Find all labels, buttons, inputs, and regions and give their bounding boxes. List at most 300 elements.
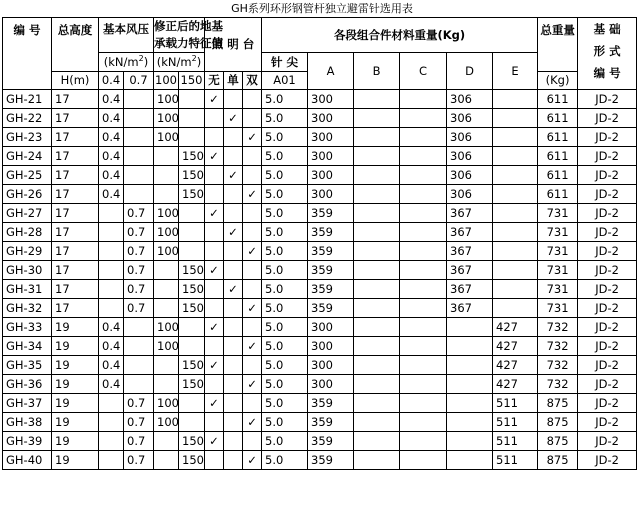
cell-part-e xyxy=(493,280,538,299)
cell-part-c xyxy=(400,261,447,280)
cell-total: 731 xyxy=(538,299,578,318)
cell-wind-07 xyxy=(124,337,154,356)
cell-code: GH-39 xyxy=(3,432,52,451)
cell-base: JD-2 xyxy=(578,451,637,470)
cell-wind-04 xyxy=(99,280,124,299)
cell-part-e xyxy=(493,128,538,147)
cell-wind-07 xyxy=(124,147,154,166)
header-wind-07: 0.7 xyxy=(124,72,154,90)
cell-wind-04: 0.4 xyxy=(99,109,124,128)
cell-tip: 5.0 xyxy=(262,128,308,147)
cell-part-d: 306 xyxy=(447,147,493,166)
cell-wind-04 xyxy=(99,413,124,432)
cell-code: GH-23 xyxy=(3,128,52,147)
cell-soil-100: 100 xyxy=(154,128,179,147)
cell-light-none: ✓ xyxy=(205,318,224,337)
cell-soil-100: 100 xyxy=(154,223,179,242)
cell-wind-04: 0.4 xyxy=(99,147,124,166)
cell-soil-150 xyxy=(179,128,205,147)
header-wind: 基本风压 xyxy=(99,18,154,53)
cell-light-none: ✓ xyxy=(205,432,224,451)
cell-soil-150 xyxy=(179,242,205,261)
cell-part-c xyxy=(400,147,447,166)
cell-light-single xyxy=(224,128,243,147)
cell-soil-150: 150 xyxy=(179,185,205,204)
cell-part-d: 367 xyxy=(447,280,493,299)
cell-soil-150: 150 xyxy=(179,280,205,299)
cell-part-b xyxy=(354,375,400,394)
cell-total: 731 xyxy=(538,204,578,223)
cell-total: 731 xyxy=(538,242,578,261)
cell-total: 732 xyxy=(538,356,578,375)
cell-base: JD-2 xyxy=(578,204,637,223)
cell-code: GH-24 xyxy=(3,147,52,166)
cell-part-d: 306 xyxy=(447,90,493,109)
table-row xyxy=(3,280,637,299)
cell-part-a: 359 xyxy=(308,261,354,280)
cell-light-double: ✓ xyxy=(243,413,262,432)
cell-soil-100 xyxy=(154,375,179,394)
header-part-d: D xyxy=(447,53,493,90)
cell-soil-150 xyxy=(179,109,205,128)
table-row xyxy=(3,375,637,394)
cell-code: GH-29 xyxy=(3,242,52,261)
cell-light-double xyxy=(243,318,262,337)
cell-soil-100: 100 xyxy=(154,204,179,223)
header-part-b: B xyxy=(354,53,400,90)
cell-part-e: 427 xyxy=(493,318,538,337)
cell-part-e: 427 xyxy=(493,356,538,375)
cell-part-a: 300 xyxy=(308,375,354,394)
cell-part-c xyxy=(400,432,447,451)
cell-part-e xyxy=(493,185,538,204)
cell-light-none xyxy=(205,128,224,147)
cell-soil-100 xyxy=(154,356,179,375)
cell-part-c xyxy=(400,185,447,204)
cell-light-single: ✓ xyxy=(224,223,243,242)
cell-base: JD-2 xyxy=(578,318,637,337)
cell-soil-100: 100 xyxy=(154,413,179,432)
cell-part-d xyxy=(447,394,493,413)
cell-part-a: 300 xyxy=(308,185,354,204)
cell-wind-07: 0.7 xyxy=(124,204,154,223)
cell-part-d: 367 xyxy=(447,299,493,318)
cell-light-double xyxy=(243,147,262,166)
cell-wind-07: 0.7 xyxy=(124,413,154,432)
cell-wind-04: 0.4 xyxy=(99,90,124,109)
cell-light-double xyxy=(243,280,262,299)
header-part-a: A xyxy=(308,53,354,90)
cell-part-b xyxy=(354,147,400,166)
cell-light-none xyxy=(205,375,224,394)
cell-part-a: 359 xyxy=(308,451,354,470)
cell-tip: 5.0 xyxy=(262,166,308,185)
header-parts: 各段组合件材料重量(Kg) xyxy=(262,18,538,53)
cell-light-single xyxy=(224,337,243,356)
cell-light-double xyxy=(243,90,262,109)
cell-wind-07: 0.7 xyxy=(124,261,154,280)
cell-wind-07: 0.7 xyxy=(124,280,154,299)
header-soil-100: 100 xyxy=(154,72,179,90)
cell-part-d xyxy=(447,356,493,375)
cell-height: 19 xyxy=(52,451,99,470)
cell-total: 611 xyxy=(538,147,578,166)
cell-light-double xyxy=(243,261,262,280)
table-row xyxy=(3,185,637,204)
cell-part-c xyxy=(400,413,447,432)
cell-code: GH-28 xyxy=(3,223,52,242)
cell-tip: 5.0 xyxy=(262,432,308,451)
cell-part-b xyxy=(354,261,400,280)
cell-part-e xyxy=(493,147,538,166)
cell-part-c xyxy=(400,223,447,242)
cell-light-none: ✓ xyxy=(205,261,224,280)
cell-code: GH-25 xyxy=(3,166,52,185)
header-part-c: C xyxy=(400,53,447,90)
header-base: 基 础 形 式 编 号 xyxy=(578,18,637,90)
cell-height: 17 xyxy=(52,109,99,128)
cell-soil-100 xyxy=(154,147,179,166)
cell-part-e: 511 xyxy=(493,413,538,432)
cell-tip: 5.0 xyxy=(262,204,308,223)
cell-soil-150: 150 xyxy=(179,432,205,451)
cell-tip: 5.0 xyxy=(262,337,308,356)
cell-part-a: 359 xyxy=(308,242,354,261)
cell-light-single xyxy=(224,185,243,204)
cell-wind-04 xyxy=(99,299,124,318)
cell-part-a: 300 xyxy=(308,90,354,109)
cell-base: JD-2 xyxy=(578,166,637,185)
cell-soil-100 xyxy=(154,166,179,185)
cell-total: 732 xyxy=(538,318,578,337)
cell-part-a: 359 xyxy=(308,299,354,318)
cell-soil-150 xyxy=(179,337,205,356)
cell-soil-100 xyxy=(154,261,179,280)
cell-wind-04: 0.4 xyxy=(99,318,124,337)
cell-code: GH-40 xyxy=(3,451,52,470)
cell-light-none: ✓ xyxy=(205,147,224,166)
cell-part-e: 427 xyxy=(493,337,538,356)
cell-part-c xyxy=(400,318,447,337)
cell-height: 17 xyxy=(52,185,99,204)
cell-part-d xyxy=(447,337,493,356)
cell-wind-07 xyxy=(124,318,154,337)
cell-wind-07 xyxy=(124,128,154,147)
cell-wind-04 xyxy=(99,242,124,261)
cell-height: 17 xyxy=(52,128,99,147)
cell-tip: 5.0 xyxy=(262,356,308,375)
cell-height: 17 xyxy=(52,242,99,261)
cell-part-a: 300 xyxy=(308,337,354,356)
cell-light-none xyxy=(205,185,224,204)
cell-wind-04 xyxy=(99,223,124,242)
cell-height: 19 xyxy=(52,318,99,337)
cell-part-a: 359 xyxy=(308,394,354,413)
cell-total: 875 xyxy=(538,432,578,451)
cell-wind-04 xyxy=(99,261,124,280)
cell-wind-07 xyxy=(124,375,154,394)
cell-tip: 5.0 xyxy=(262,451,308,470)
cell-height: 19 xyxy=(52,394,99,413)
cell-height: 19 xyxy=(52,337,99,356)
cell-tip: 5.0 xyxy=(262,261,308,280)
cell-light-single xyxy=(224,318,243,337)
table-row xyxy=(3,242,637,261)
cell-light-single xyxy=(224,204,243,223)
cell-soil-100: 100 xyxy=(154,337,179,356)
cell-part-b xyxy=(354,223,400,242)
table-row xyxy=(3,166,637,185)
cell-soil-150: 150 xyxy=(179,299,205,318)
cell-part-d xyxy=(447,413,493,432)
cell-light-single xyxy=(224,356,243,375)
cell-part-d: 367 xyxy=(447,242,493,261)
cell-base: JD-2 xyxy=(578,394,637,413)
header-soil-150: 150 xyxy=(179,72,205,90)
table-row xyxy=(3,90,637,109)
cell-tip: 5.0 xyxy=(262,90,308,109)
header-soil-unit: $(kN/m^2)$ xyxy=(154,53,205,72)
cell-base: JD-2 xyxy=(578,356,637,375)
cell-soil-150: 150 xyxy=(179,356,205,375)
cell-wind-07: 0.7 xyxy=(124,223,154,242)
cell-total: 875 xyxy=(538,413,578,432)
table-row xyxy=(3,299,637,318)
table-row xyxy=(3,432,637,451)
header-part-e: E xyxy=(493,53,538,90)
cell-part-d: 306 xyxy=(447,166,493,185)
cell-code: GH-31 xyxy=(3,280,52,299)
cell-part-c xyxy=(400,337,447,356)
cell-code: GH-30 xyxy=(3,261,52,280)
cell-light-double: ✓ xyxy=(243,299,262,318)
cell-light-single xyxy=(224,451,243,470)
cell-wind-04: 0.4 xyxy=(99,128,124,147)
cell-soil-150 xyxy=(179,318,205,337)
cell-light-none: ✓ xyxy=(205,394,224,413)
table-row xyxy=(3,261,637,280)
cell-code: GH-26 xyxy=(3,185,52,204)
cell-code: GH-27 xyxy=(3,204,52,223)
cell-part-b xyxy=(354,109,400,128)
cell-wind-07 xyxy=(124,356,154,375)
header-total: 总重量 xyxy=(538,18,578,72)
cell-total: 611 xyxy=(538,90,578,109)
cell-total: 732 xyxy=(538,375,578,394)
cell-total: 611 xyxy=(538,128,578,147)
cell-part-c xyxy=(400,280,447,299)
table-row xyxy=(3,451,637,470)
cell-part-a: 300 xyxy=(308,128,354,147)
cell-part-a: 359 xyxy=(308,413,354,432)
cell-wind-07 xyxy=(124,185,154,204)
cell-wind-07: 0.7 xyxy=(124,432,154,451)
cell-soil-100 xyxy=(154,432,179,451)
header-height: 总高度 xyxy=(52,18,99,72)
cell-light-none xyxy=(205,280,224,299)
cell-wind-04: 0.4 xyxy=(99,185,124,204)
cell-wind-04: 0.4 xyxy=(99,356,124,375)
cell-wind-04: 0.4 xyxy=(99,337,124,356)
cell-light-single xyxy=(224,299,243,318)
header-tip-code: A01 xyxy=(262,72,308,90)
cell-light-double xyxy=(243,432,262,451)
table-row xyxy=(3,337,637,356)
cell-total: 875 xyxy=(538,451,578,470)
cell-wind-04 xyxy=(99,394,124,413)
cell-part-b xyxy=(354,242,400,261)
cell-part-d: 367 xyxy=(447,261,493,280)
cell-part-d xyxy=(447,375,493,394)
cell-part-d xyxy=(447,432,493,451)
cell-code: GH-22 xyxy=(3,109,52,128)
cell-part-a: 359 xyxy=(308,204,354,223)
cell-soil-150: 150 xyxy=(179,166,205,185)
cell-light-single xyxy=(224,147,243,166)
cell-light-none xyxy=(205,242,224,261)
document-title: GH系列环形钢管杆独立避雷针选用表 xyxy=(231,2,413,15)
cell-part-a: 300 xyxy=(308,147,354,166)
cell-soil-100: 100 xyxy=(154,318,179,337)
table-row xyxy=(3,204,637,223)
cell-light-none xyxy=(205,299,224,318)
cell-light-double xyxy=(243,204,262,223)
cell-base: JD-2 xyxy=(578,413,637,432)
cell-base: JD-2 xyxy=(578,109,637,128)
cell-part-d xyxy=(447,451,493,470)
cell-code: GH-21 xyxy=(3,90,52,109)
header-tip: 针 尖 xyxy=(262,53,308,72)
cell-part-d: 306 xyxy=(447,185,493,204)
cell-base: JD-2 xyxy=(578,223,637,242)
cell-height: 17 xyxy=(52,166,99,185)
cell-part-c xyxy=(400,451,447,470)
cell-part-d: 367 xyxy=(447,223,493,242)
cell-total: 731 xyxy=(538,280,578,299)
cell-soil-100: 100 xyxy=(154,242,179,261)
cell-wind-07 xyxy=(124,166,154,185)
cell-height: 17 xyxy=(52,280,99,299)
cell-part-e: 511 xyxy=(493,394,538,413)
cell-part-b xyxy=(354,90,400,109)
header-wind-unit: $(kN/m^2)$ xyxy=(99,53,154,72)
cell-light-single: ✓ xyxy=(224,280,243,299)
header-code: 编 号 xyxy=(3,18,52,90)
cell-base: JD-2 xyxy=(578,299,637,318)
cell-wind-04 xyxy=(99,204,124,223)
cell-light-double: ✓ xyxy=(243,242,262,261)
cell-height: 19 xyxy=(52,375,99,394)
cell-tip: 5.0 xyxy=(262,280,308,299)
table-row xyxy=(3,128,637,147)
cell-tip: 5.0 xyxy=(262,394,308,413)
cell-total: 611 xyxy=(538,166,578,185)
cell-part-c xyxy=(400,128,447,147)
cell-height: 17 xyxy=(52,223,99,242)
cell-part-b xyxy=(354,413,400,432)
cell-height: 17 xyxy=(52,204,99,223)
cell-light-double xyxy=(243,109,262,128)
cell-height: 19 xyxy=(52,413,99,432)
cell-part-a: 300 xyxy=(308,109,354,128)
cell-part-e xyxy=(493,166,538,185)
cell-tip: 5.0 xyxy=(262,299,308,318)
cell-part-b xyxy=(354,280,400,299)
cell-light-none: ✓ xyxy=(205,204,224,223)
cell-part-d: 306 xyxy=(447,109,493,128)
cell-height: 17 xyxy=(52,299,99,318)
cell-soil-150 xyxy=(179,394,205,413)
cell-light-double: ✓ xyxy=(243,185,262,204)
cell-tip: 5.0 xyxy=(262,147,308,166)
cell-light-double xyxy=(243,166,262,185)
header-light-none: 无 xyxy=(205,72,224,90)
cell-soil-100 xyxy=(154,451,179,470)
cell-part-e xyxy=(493,242,538,261)
cell-part-b xyxy=(354,204,400,223)
cell-soil-150 xyxy=(179,223,205,242)
cell-total: 731 xyxy=(538,261,578,280)
cell-wind-04 xyxy=(99,451,124,470)
header-soil: 修正后的地基 承载力特征值 xyxy=(154,18,205,53)
cell-light-none xyxy=(205,109,224,128)
cell-code: GH-34 xyxy=(3,337,52,356)
cell-part-e xyxy=(493,299,538,318)
cell-wind-04: 0.4 xyxy=(99,166,124,185)
cell-part-e xyxy=(493,223,538,242)
cell-code: GH-33 xyxy=(3,318,52,337)
cell-tip: 5.0 xyxy=(262,413,308,432)
table-row xyxy=(3,223,637,242)
cell-light-single xyxy=(224,432,243,451)
cell-tip: 5.0 xyxy=(262,242,308,261)
cell-total: 731 xyxy=(538,223,578,242)
cell-total: 611 xyxy=(538,109,578,128)
cell-height: 17 xyxy=(52,261,99,280)
cell-part-d xyxy=(447,318,493,337)
cell-height: 19 xyxy=(52,432,99,451)
table-row xyxy=(3,356,637,375)
cell-part-a: 359 xyxy=(308,432,354,451)
cell-light-none xyxy=(205,223,224,242)
cell-light-double xyxy=(243,394,262,413)
cell-light-double xyxy=(243,356,262,375)
cell-part-c xyxy=(400,242,447,261)
cell-part-c xyxy=(400,356,447,375)
cell-part-e xyxy=(493,261,538,280)
cell-part-a: 300 xyxy=(308,318,354,337)
cell-part-e xyxy=(493,90,538,109)
cell-wind-07: 0.7 xyxy=(124,451,154,470)
cell-part-c xyxy=(400,90,447,109)
cell-soil-100: 100 xyxy=(154,90,179,109)
cell-soil-100: 100 xyxy=(154,394,179,413)
table-row xyxy=(3,413,637,432)
cell-soil-100 xyxy=(154,185,179,204)
cell-code: GH-35 xyxy=(3,356,52,375)
cell-part-d: 306 xyxy=(447,128,493,147)
cell-wind-07 xyxy=(124,90,154,109)
cell-wind-07: 0.7 xyxy=(124,394,154,413)
cell-wind-07: 0.7 xyxy=(124,242,154,261)
cell-soil-150: 150 xyxy=(179,147,205,166)
cell-part-b xyxy=(354,166,400,185)
cell-part-c xyxy=(400,109,447,128)
cell-base: JD-2 xyxy=(578,261,637,280)
cell-part-c xyxy=(400,375,447,394)
cell-code: GH-38 xyxy=(3,413,52,432)
cell-light-single xyxy=(224,394,243,413)
